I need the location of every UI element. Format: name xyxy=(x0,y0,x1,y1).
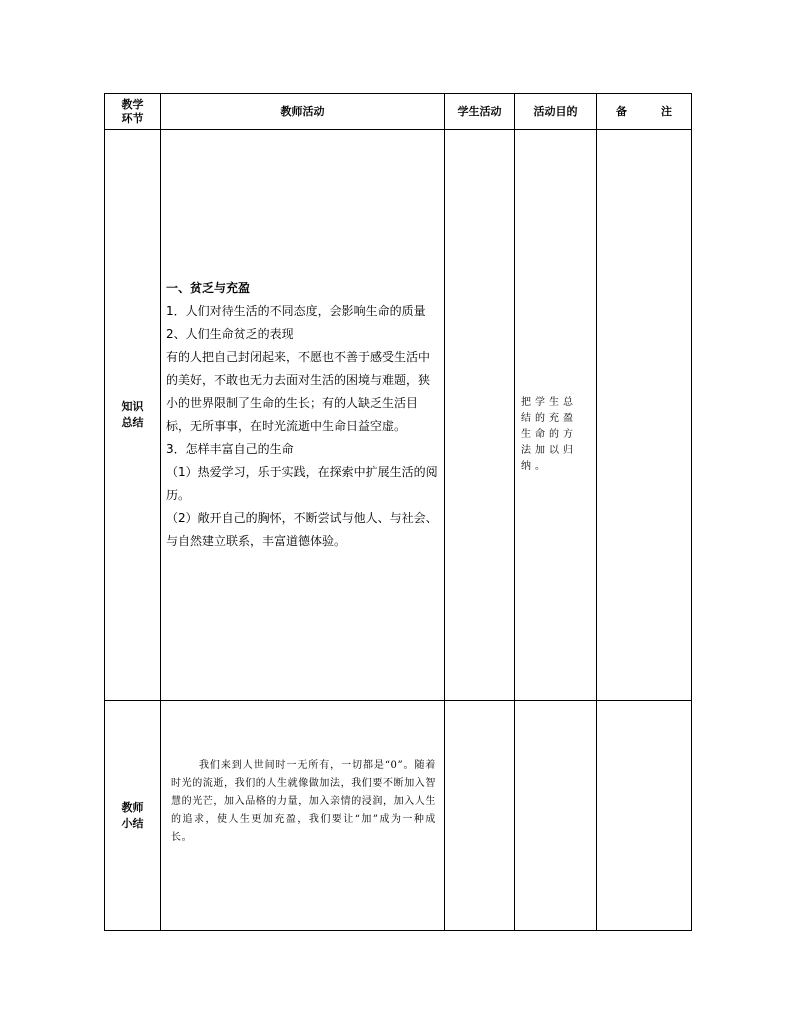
point-1: 1．人们对待生活的不同态度，会影响生命的质量 xyxy=(166,304,426,318)
activity-purpose-cell xyxy=(515,130,597,701)
point-3-b: （2）敞开自己的胸怀，不断尝试与他人、与社会、与自然建立联系，丰富道德体验。 xyxy=(166,511,438,548)
activity-purpose-cell xyxy=(515,701,597,931)
stage-line2: 总结 xyxy=(121,416,144,429)
point-2-body: 有的人把自己封闭起来，不愿也不善于感受生活中的美好，不敢也无力去面对生活的困境与难题，狭小的世界限制了生命的生长；有的人缺乏生活目标，无所事事，在时光流逝中生命日益空虚。 xyxy=(166,350,431,433)
student-activity-cell xyxy=(445,130,515,701)
header-stage-line1: 教学 xyxy=(121,97,144,111)
header-stage-line2: 环节 xyxy=(121,111,144,125)
stage-line2: 小结 xyxy=(121,816,144,830)
teacher-summary-cell xyxy=(161,701,445,931)
teacher-summary-text: 我们来到人世间时一无所有，一切都是“0”。随着时光的流逝，我们的人生就像做加法，我们要不断加入智慧的光芒，加入品格的力量，加入亲情的浸润，加入人生的追求，使人生更加充盈，我们要让“加”成为一种成长。 xyxy=(171,759,436,843)
header-activity-purpose: 活动目的 xyxy=(515,94,597,130)
stage-cell-knowledge-summary xyxy=(105,130,161,701)
activity-purpose-text: 把学生总结的充盈生命的方法加以归纳。 xyxy=(521,397,577,472)
header-teacher-activity: 教师活动 xyxy=(161,94,445,130)
stage-line1: 知识 xyxy=(121,400,144,413)
table-row-knowledge-summary xyxy=(105,130,692,701)
notes-cell xyxy=(597,701,692,931)
header-notes-char2: 注 xyxy=(661,104,672,118)
header-notes-char1: 备 xyxy=(616,104,627,118)
stage-line1: 教师 xyxy=(121,800,144,814)
notes-cell xyxy=(597,130,692,701)
point-2: 2、人们生命贫乏的表现 xyxy=(166,327,294,341)
point-3-a: （1）热爱学习，乐于实践，在探索中扩展生活的阅历。 xyxy=(166,465,438,502)
table-row-teacher-summary xyxy=(105,701,692,931)
lesson-plan-table xyxy=(104,93,692,931)
student-activity-cell xyxy=(445,701,515,931)
header-notes xyxy=(597,94,692,130)
point-3: 3．怎样丰富自己的生命 xyxy=(166,442,294,456)
teacher-activity-cell xyxy=(161,130,445,701)
section-title: 一、贫乏与充盈 xyxy=(166,281,251,295)
stage-cell-teacher-summary xyxy=(105,701,161,931)
header-stage xyxy=(105,94,161,130)
header-student-activity: 学生活动 xyxy=(445,94,515,130)
header-row xyxy=(105,94,692,130)
